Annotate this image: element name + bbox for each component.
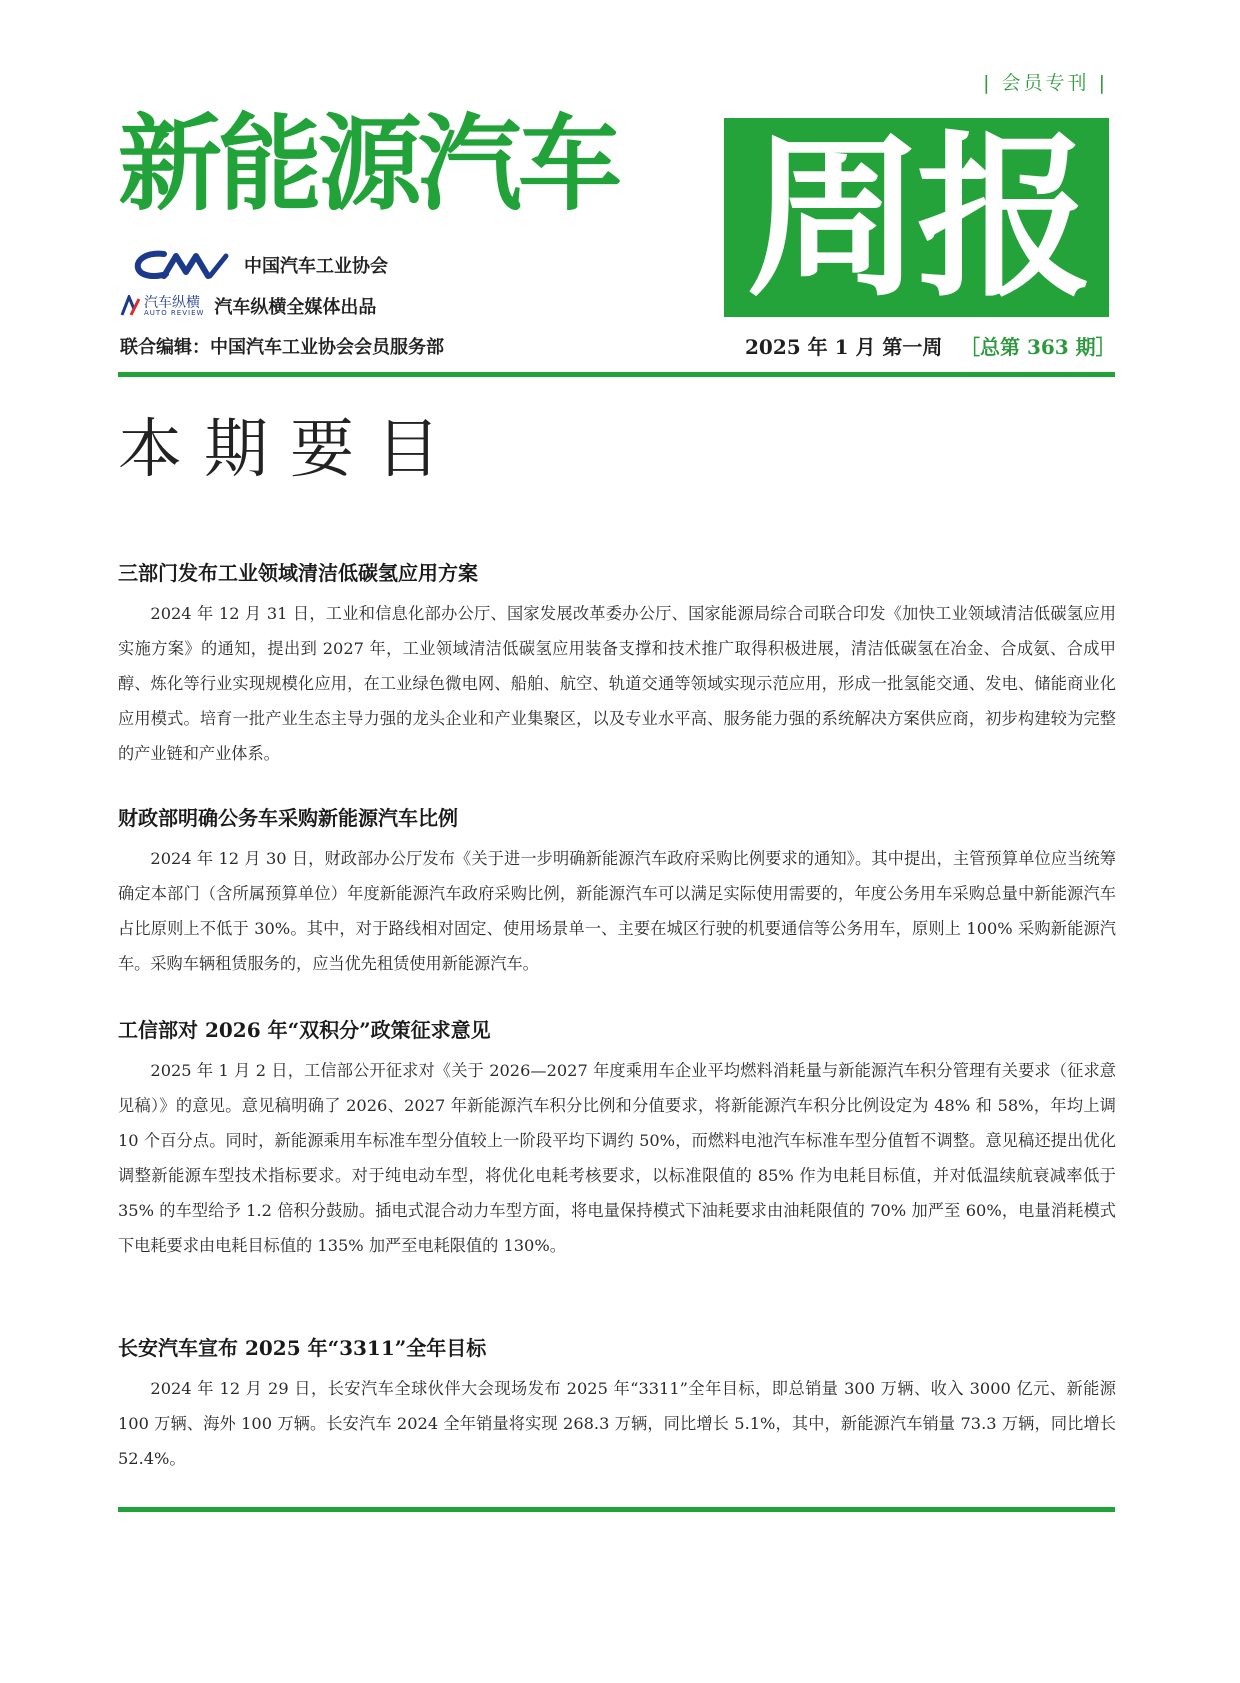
member-edition-badge: | 会员专刊 | bbox=[983, 72, 1108, 94]
article-body: 2024 年 12 月 30 日，财政部办公厅发布《关于进一步明确新能源汽车政府采购比例要求的通知》。其中提出，主管预算单位应当统筹确定本部门（含所属预算单位）年度新能源汽车政府采购比例，新能源汽车可以满足实际使用需要的，年度公务用车采购总量中新能源汽车占比原则上不低于 30%。其中，对于路线相对固定、使用场景单一、主要在城区行驶的机要通信等公务用车，原则上 100% 采购新能源汽车。采购车辆租赁服务的，应当优先租赁使用新能源汽车。 bbox=[118, 849, 1116, 973]
article-body: 2024 年 12 月 29 日，长安汽车全球伙伴大会现场发布 2025 年“3311”全年目标，即总销量 300 万辆、收入 3000 亿元、新能源 100 万辆、海外 100 万辆。长安汽车 2024 全年销量将实现 268.3 万辆，同比增长 5.1%，其中，新能源汽车销量 73.3 万辆，同比增长 52.4%。 bbox=[118, 1379, 1116, 1468]
org-name: 中国汽车工业协会 bbox=[244, 256, 388, 277]
article-body: 2024 年 12 月 31 日，工业和信息化部办公厅、国家发展改革委办公厅、国家能源局综合司联合印发《加快工业领域清洁低碳氢应用实施方案》的通知，提出到 2027 年，工业领域清洁低碳氢应用装备支撑和技术推广取得积极进展，清洁低碳氢在冶金、合成氨、合成甲醇、炼化等行业实现规模化应用，在工业绿色微电网、船舶、航空、轨道交通等领域实现示范应用，形成一批氢能交通、发电、储能商业化应用模式。培育一批产业生态主导力强的龙头企业和产业集聚区，以及专业水平高、服务能力强的系统解决方案供应商，初步构建较为完整的产业链和产业体系。 bbox=[118, 604, 1116, 763]
article-body: 2025 年 1 月 2 日，工信部公开征求对《关于 2026—2027 年度乘用车企业平均燃料消耗量与新能源汽车积分管理有关要求（征求意见稿）》的意见。意见稿明确了 2026、2027 年新能源汽车积分比例和分值要求，将新能源汽车积分比例设定为 48% 和 58%，年均上调 10 个百分点。同时，新能源乘用车标准车型分值较上一阶段平均下调约 50%，而燃料电池汽车标准车型分值暂不调整。意见稿还提出优化调整新能源车型技术指标要求。对于纯电动车型，将优化电耗考核要求，以标准限值的 85% 作为电耗目标值，并对低温续航衰减率低于 35% 的车型给予 1.2 倍积分鼓励。插电式混合动力车型方面，将电量保持模式下油耗要求由油耗限值的 70% 加严至 60%，电量消耗模式下电耗要求由电耗目标值的 135% 加严至电耗限值的 130%。 bbox=[118, 1061, 1116, 1255]
article-2 bbox=[118, 803, 1116, 981]
issue-date: 2025 年 1 月 第一周 bbox=[745, 335, 943, 359]
masthead-title: 新能源汽车 bbox=[118, 103, 619, 225]
header-divider bbox=[118, 372, 1115, 377]
media-row bbox=[120, 293, 376, 319]
article-1 bbox=[118, 558, 1116, 771]
caam-logo-icon bbox=[134, 250, 234, 280]
weekly-logo-text: 周报 bbox=[746, 118, 1087, 317]
article-3 bbox=[118, 1015, 1116, 1263]
joint-editor: 联合编辑：中国汽车工业协会会员服务部 bbox=[120, 337, 444, 358]
org-row bbox=[120, 250, 388, 280]
auto-review-logo bbox=[120, 295, 204, 317]
section-title: 本期要目 bbox=[118, 413, 462, 487]
auto-review-logo-en: AUTO REVIEW bbox=[144, 308, 205, 317]
media-credit: 汽车纵横全媒体出品 bbox=[214, 297, 377, 318]
article-title: 三部门发布工业领域清洁低碳氢应用方案 bbox=[118, 561, 478, 585]
weekly-logo-block bbox=[724, 118, 1109, 317]
article-title: 工信部对 2026 年“双积分”政策征求意见 bbox=[118, 1018, 491, 1042]
article-title: 长安汽车宣布 2025 年“3311”全年目标 bbox=[118, 1336, 487, 1360]
article-title: 财政部明确公务车采购新能源汽车比例 bbox=[118, 806, 458, 830]
auto-review-logo-cn: 汽车纵横 bbox=[144, 294, 200, 311]
auto-review-logo-icon bbox=[120, 295, 142, 317]
footer-divider bbox=[118, 1507, 1115, 1512]
issue-number: ［总第 363 期］ bbox=[960, 335, 1116, 359]
article-4 bbox=[118, 1333, 1116, 1476]
